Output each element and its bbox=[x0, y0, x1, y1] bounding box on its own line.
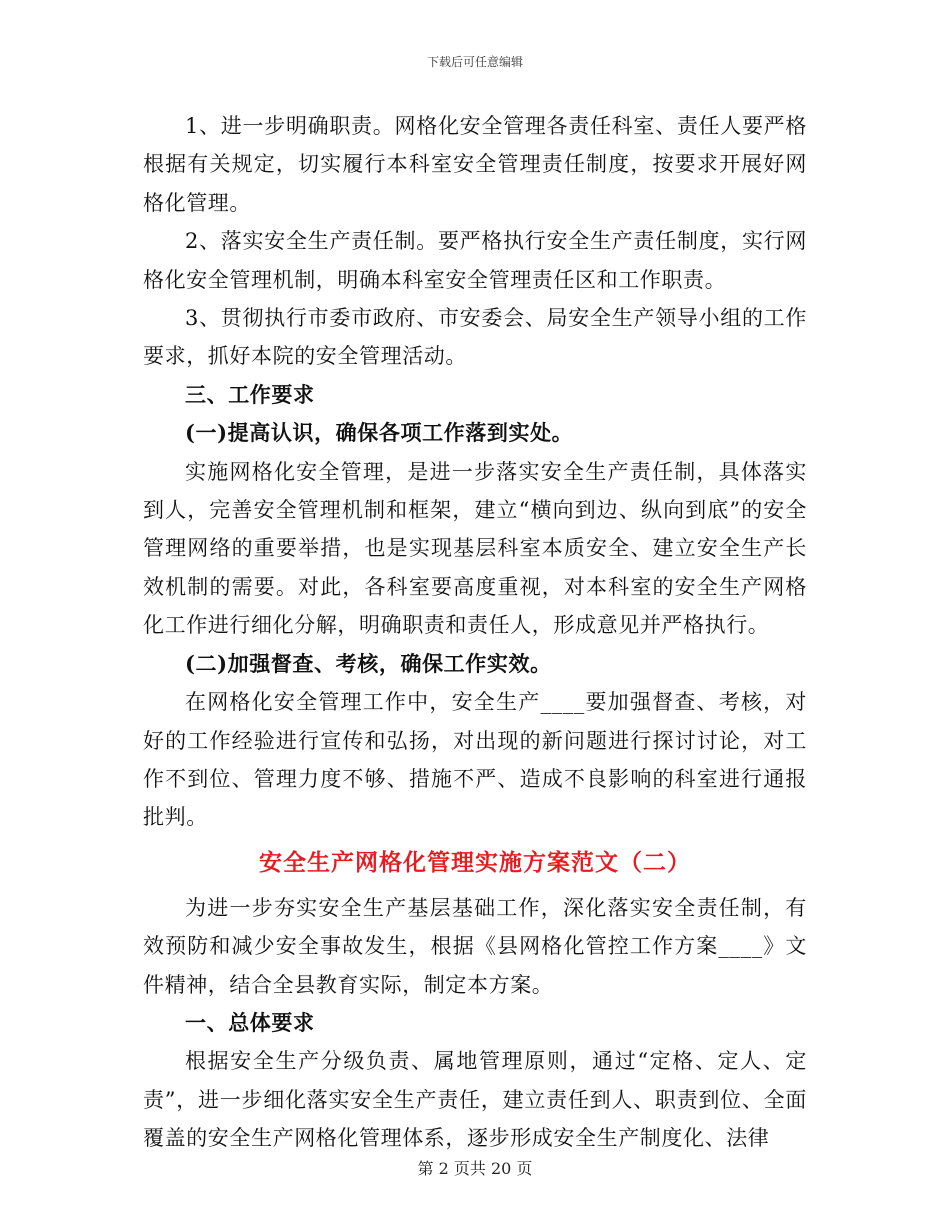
paragraph-duty: 1、进一步明确职责。网格化安全管理各责任科室、责任人要严格根据有关规定，切实履行本科室安全管理责任制度，按要求开展好网格化管理。 bbox=[143, 114, 807, 215]
paragraph-responsibility-system: 2、落实安全生产责任制。要严格执行安全生产责任制度，实行网格化安全管理机制，明确本科室安全管理责任区和工作职责。 bbox=[143, 229, 807, 292]
subheading-raise-awareness: (一)提高认识，确保各项工作落到实处。 bbox=[185, 420, 574, 446]
paragraph-overall-requirements: 根据安全生产分级负责、属地管理原则，通过“定格、定人、定责”，进一步细化落实安全生产责任，建立责任到人、职责到位、全面覆盖的安全生产网格化管理体系，逐步形成安全生产制度化、法律 bbox=[143, 1049, 807, 1151]
paragraph-intro-part-two: 为进一步夯实安全生产基层基础工作，深化落实安全责任制，有效预防和减少安全事故发生，根据《县网格化管控工作方案____》文件精神，结合全县教育实际，制定本方案。 bbox=[143, 895, 807, 997]
document-body bbox=[143, 107, 807, 1158]
page-header-note: 下载后可任意编辑 bbox=[426, 55, 523, 69]
section-heading-overall-requirements: 一、总体要求 bbox=[185, 1009, 315, 1035]
paragraph-implementation: 3、贯彻执行市委市政府、市安委会、局安全生产领导小组的工作要求，抓好本院的安全管理活动。 bbox=[143, 306, 807, 369]
page-number-footer: 第 2 页共 20 页 bbox=[417, 1159, 533, 1178]
paragraph-supervision: 在网格化安全管理工作中，安全生产____要加强督查、考核，对好的工作经验进行宣传和弘扬，对出现的新问题进行探讨讨论，对工作不到位、管理力度不够、措施不严、造成不良影响的科室进行通报批判。 bbox=[143, 690, 807, 830]
paragraph-grid-management: 实施网格化安全管理，是进一步落实安全生产责任制，具体落实到人，完善安全管理机制和框架，建立“横向到边、纵向到底”的安全管理网络的重要举措，也是实现基层科室本质安全、建立安全生产长效机制的需要。对此，各科室要高度重视，对本科室的安全生产网格化工作进行细化分解，明确职责和责任人，形成意见并严格执行。 bbox=[143, 459, 807, 638]
document-title-part-two: 安全生产网格化管理实施方案范文（二） bbox=[259, 848, 691, 876]
section-heading-work-requirements: 三、工作要求 bbox=[185, 381, 315, 407]
subheading-supervision: (二)加强督查、考核，确保工作实效。 bbox=[185, 650, 552, 676]
